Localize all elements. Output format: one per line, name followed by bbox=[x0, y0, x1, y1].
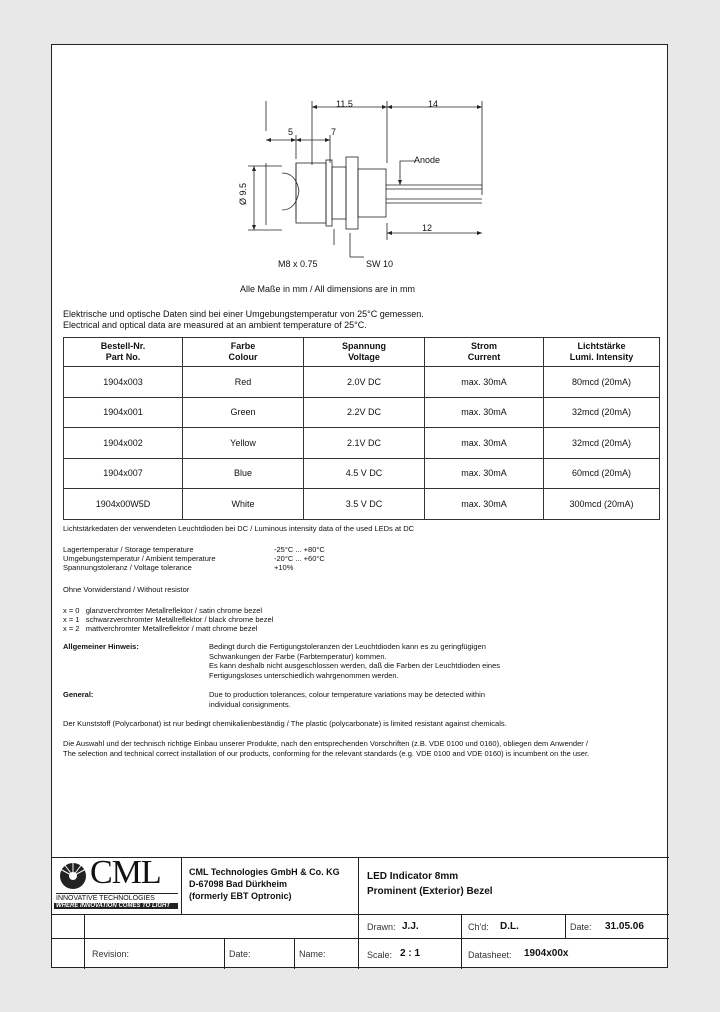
drawn-label: Drawn: bbox=[367, 922, 396, 932]
cell-intensity: 300mcd (20mA) bbox=[544, 489, 660, 520]
dim-12: 12 bbox=[422, 223, 433, 233]
drawing-sheet bbox=[51, 44, 668, 968]
cell-colour: Yellow bbox=[183, 428, 304, 459]
resistor-note: Ohne Vorwiderstand / Without resistor bbox=[63, 585, 190, 594]
logo-text: CML bbox=[90, 854, 161, 891]
cell-current: max. 30mA bbox=[425, 428, 544, 459]
diameter-label: Ø 9.5 bbox=[238, 182, 248, 205]
titleblock-col-divider bbox=[461, 914, 462, 969]
cell-part: 1904x003 bbox=[64, 367, 183, 398]
cell-colour: Green bbox=[183, 397, 304, 428]
cell-voltage: 4.5 V DC bbox=[304, 458, 425, 489]
cell-part: 1904x002 bbox=[64, 428, 183, 459]
company-address: D-67098 Bad Dürkheim bbox=[189, 879, 288, 889]
cell-current: max. 30mA bbox=[425, 458, 544, 489]
intro-en: Electrical and optical data are measured at an ambient temperature of 25°C. bbox=[63, 320, 367, 330]
scale-label: Scale: bbox=[367, 950, 393, 960]
titleblock-col-divider bbox=[84, 914, 85, 969]
bezel-option-1: x = 1 schwarzverchromter Metallreflektor / black chrome bezel bbox=[63, 615, 274, 624]
revision-name-label: Name: bbox=[299, 949, 326, 959]
all-dims-note: Alle Maße in mm / All dimensions are in mm bbox=[240, 284, 416, 294]
cell-colour: Blue bbox=[183, 458, 304, 489]
storage-temp-label: Lagertemperatur / Storage temperature bbox=[63, 545, 194, 554]
general-en-label: General: bbox=[63, 690, 94, 699]
cell-current: max. 30mA bbox=[425, 489, 544, 520]
checked-value: D.L. bbox=[500, 921, 519, 932]
col-header-colour: Farbe Colour bbox=[183, 338, 304, 367]
selection-note: Die Auswahl und der technisch richtige Einbau unserer Produkte, nach den entsprechenden Vorschriften (z.B. VDE 0100 und 0160), obliegen dem Anwender / The selection and technical correct installation of our products, conforming for the relevant standards (e.g. VDE 0100 and VDE 0160) is incumbent on the user. bbox=[63, 739, 590, 758]
spec-table bbox=[63, 337, 660, 520]
product-subtitle: Prominent (Exterior) Bezel bbox=[367, 886, 493, 897]
titleblock-col-divider bbox=[224, 938, 225, 969]
intro-de: Elektrische und optische Daten sind bei einer Umgebungstemperatur von 25°C gemessen. bbox=[63, 309, 424, 319]
ambient-temp-label: Umgebungstemperatur / Ambient temperature bbox=[63, 554, 216, 563]
cell-voltage: 2.1V DC bbox=[304, 428, 425, 459]
general-de-text: Bedingt durch die Fertigungstoleranzen der Leuchtdioden kann es zu geringfügigen Schwankungen der Farbe (Farbtemperatur) kommen. Es kann deshalb nicht ausgeschlossen werden, daß die Farben der Leuchtdioden eines Fertigungsloses unterschiedlich wahrgenommen werden. bbox=[209, 642, 501, 680]
cell-voltage: 3.5 V DC bbox=[304, 489, 425, 520]
cell-current: max. 30mA bbox=[425, 397, 544, 428]
cell-intensity: 80mcd (20mA) bbox=[544, 367, 660, 398]
table-row bbox=[64, 458, 660, 489]
bezel-option-2: x = 2 mattverchromter Metallreflektor / matt chrome bezel bbox=[63, 624, 258, 633]
date-value: 31.05.06 bbox=[605, 921, 644, 932]
logo-tagline: WHERE INNOVATION COMES TO LIGHT bbox=[54, 903, 178, 909]
table-row bbox=[64, 489, 660, 520]
cell-voltage: 2.2V DC bbox=[304, 397, 425, 428]
titleblock-col-divider bbox=[358, 914, 359, 969]
bezel-option-0: x = 0 glanzverchromter Metallreflektor / satin chrome bezel bbox=[63, 606, 263, 615]
dim-7: 7 bbox=[331, 127, 337, 137]
titleblock-row-divider bbox=[52, 938, 669, 939]
titleblock-col-divider bbox=[294, 938, 295, 969]
checked-label: Ch'd: bbox=[468, 922, 489, 932]
revision-label: Revision: bbox=[92, 949, 130, 959]
general-de-label: Allgemeiner Hinweis: bbox=[63, 642, 139, 651]
company-name: CML Technologies GmbH & Co. KG bbox=[189, 867, 340, 877]
titleblock-col-divider bbox=[358, 857, 359, 914]
cell-current: max. 30mA bbox=[425, 367, 544, 398]
scale-value: 2 : 1 bbox=[400, 948, 421, 959]
datasheet-label: Datasheet: bbox=[468, 950, 512, 960]
ambient-temp-value: -20°C ... +60°C bbox=[274, 554, 325, 563]
titleblock-col-divider bbox=[181, 857, 182, 914]
col-header-current: Strom Current bbox=[425, 338, 544, 367]
cell-intensity: 32mcd (20mA) bbox=[544, 397, 660, 428]
cell-voltage: 2.0V DC bbox=[304, 367, 425, 398]
cell-intensity: 32mcd (20mA) bbox=[544, 428, 660, 459]
company-former: (formerly EBT Optronic) bbox=[189, 891, 292, 901]
table-row bbox=[64, 428, 660, 459]
dim-14: 14 bbox=[428, 99, 439, 109]
drawn-value: J.J. bbox=[402, 921, 419, 932]
plastic-note: Der Kunststoff (Polycarbonat) ist nur bedingt chemikalienbeständig / The plastic (polycarbonate) is limited resistant against chemicals. bbox=[63, 719, 507, 728]
cell-colour: White bbox=[183, 489, 304, 520]
voltage-tol-label: Spannungstoleranz / Voltage tolerance bbox=[63, 563, 192, 572]
col-header-intensity: Lichtstärke Lumi. Intensity bbox=[544, 338, 660, 367]
col-header-part: Bestell-Nr. Part No. bbox=[64, 338, 183, 367]
titleblock-row-divider bbox=[52, 914, 669, 915]
thread-label: M8 x 0.75 bbox=[278, 259, 318, 269]
col-header-voltage: Spannung Voltage bbox=[304, 338, 425, 367]
luminous-note: Lichtstärkedaten der verwendeten Leuchtdioden bei DC / Luminous intensity data of the used LEDs at DC bbox=[63, 524, 415, 533]
table-header-row bbox=[64, 338, 660, 367]
revision-date-label: Date: bbox=[229, 949, 251, 959]
cell-intensity: 60mcd (20mA) bbox=[544, 458, 660, 489]
product-title: LED Indicator 8mm bbox=[367, 871, 459, 882]
cell-part: 1904x007 bbox=[64, 458, 183, 489]
voltage-tol-value: +10% bbox=[274, 563, 294, 572]
storage-temp-value: -25°C ... +80°C bbox=[274, 545, 325, 554]
table-row bbox=[64, 397, 660, 428]
cell-colour: Red bbox=[183, 367, 304, 398]
datasheet-value: 1904x00x bbox=[524, 948, 569, 959]
dim-5: 5 bbox=[288, 127, 294, 137]
technical-drawing bbox=[52, 45, 669, 305]
sw-label: SW 10 bbox=[366, 259, 394, 269]
table-row bbox=[64, 367, 660, 398]
titleblock-col-divider bbox=[565, 914, 566, 938]
cml-logo-icon bbox=[56, 861, 90, 891]
logo-subtitle: INNOVATIVE TECHNOLOGIES bbox=[56, 893, 178, 902]
date-label: Date: bbox=[570, 922, 592, 932]
general-en-text: Due to production tolerances, colour temperature variations may be detected within individual consignments. bbox=[209, 690, 485, 709]
cell-part: 1904x00W5D bbox=[64, 489, 183, 520]
dim-11-5: 11.5 bbox=[336, 99, 353, 109]
anode-label: Anode bbox=[414, 155, 441, 165]
cell-part: 1904x001 bbox=[64, 397, 183, 428]
